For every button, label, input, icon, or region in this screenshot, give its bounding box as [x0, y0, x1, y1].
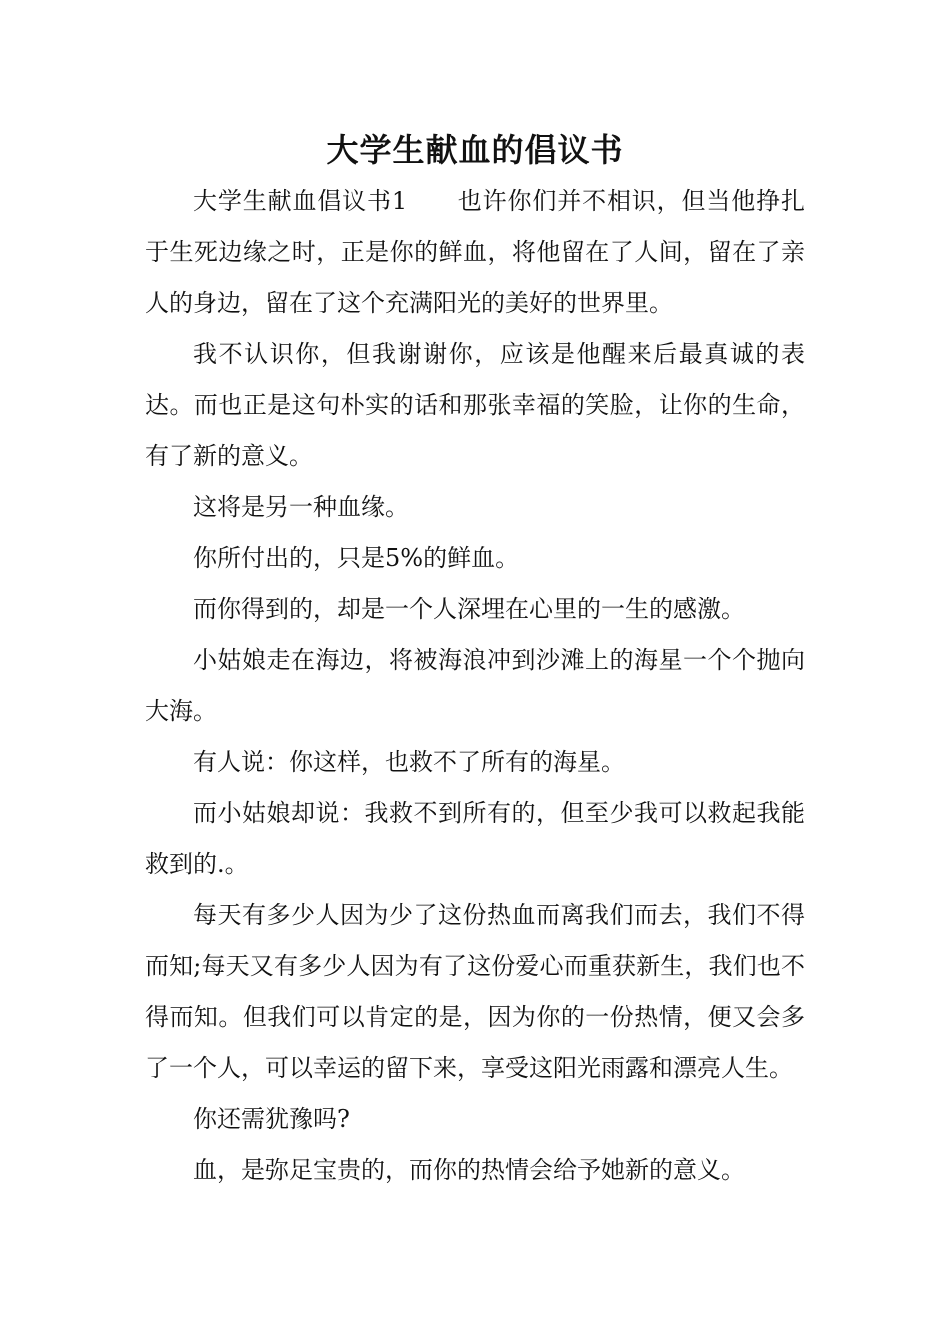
paragraph: 这将是另一种血缘。 — [193, 493, 409, 521]
paragraph: 有人说：你这样，也救不了所有的海星。 — [193, 748, 625, 776]
paragraph: 而小姑娘却说：我救不到所有的，但至少我可以救起我能救到的.。 — [145, 799, 805, 878]
paragraph: 血，是弥足宝贵的，而你的热情会给予她新的意义。 — [193, 1156, 745, 1184]
paragraph: 大学生献血倡议书1 也许你们并不相识，但当他挣扎于生死边缘之时，正是你的鲜血，将他留在了人间，留在了亲人的身边，留在了这个充满阳光的美好的世界里。 — [145, 187, 805, 317]
document-body — [145, 176, 805, 1196]
paragraph: 你所付出的，只是5%的鲜血。 — [193, 544, 520, 572]
document-title: 大学生献血的倡议书 — [326, 131, 624, 169]
paragraph: 小姑娘走在海边，将被海浪冲到沙滩上的海星一个个抛向大海。 — [145, 646, 805, 725]
paragraph: 你还需犹豫吗? — [193, 1105, 350, 1133]
paragraph: 而你得到的，却是一个人深埋在心里的一生的感激。 — [193, 595, 745, 623]
paragraph: 每天有多少人因为少了这份热血而离我们而去，我们不得而知;每天又有多少人因为有了这份爱心而重获新生，我们也不得而知。但我们可以肯定的是，因为你的一份热情，便又会多了一个人，可以幸运的留下来，享受这阳光雨露和漂亮人生。 — [145, 901, 805, 1082]
paragraph: 我不认识你，但我谢谢你，应该是他醒来后最真诚的表达。而也正是这句朴实的话和那张幸福的笑脸，让你的生命，有了新的意义。 — [145, 340, 805, 470]
